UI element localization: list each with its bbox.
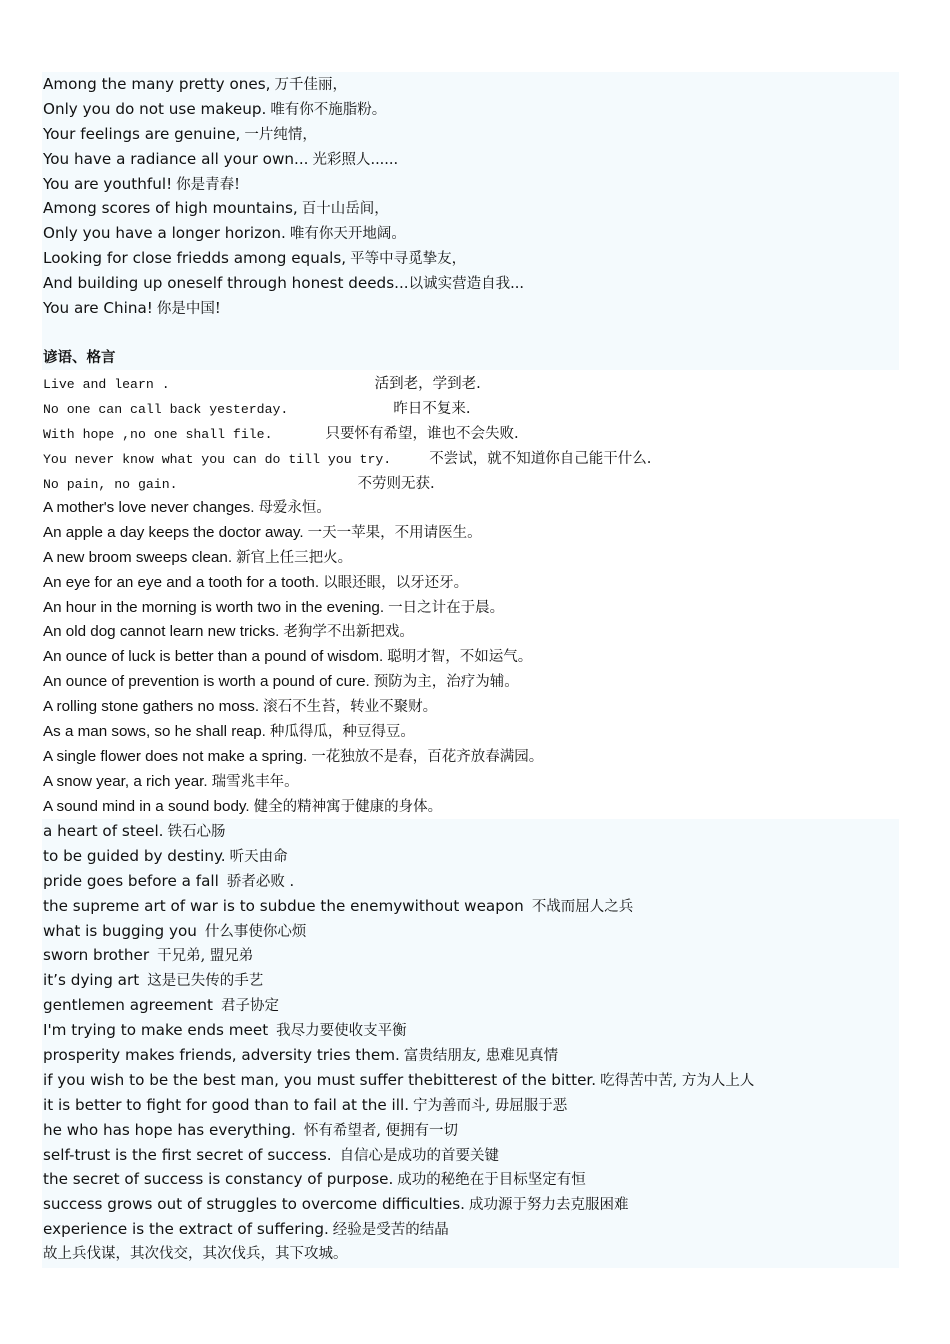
phrase-english: sworn brother bbox=[43, 946, 150, 965]
proverb-english: A sound mind in a sound body. bbox=[43, 797, 250, 815]
poem-line bbox=[43, 172, 899, 197]
phrase-chinese: 我尽力要使收支平衡 bbox=[276, 1023, 407, 1040]
proverb-english: A mother's love never changes. bbox=[43, 499, 255, 516]
closing-line: 故上兵伐谋，其次伐交，其次伐兵，其下攻城。 bbox=[43, 1246, 348, 1263]
phrase-english: he who has hope has everything. bbox=[43, 1120, 296, 1139]
phrase-english: experience is the extract of suffering. bbox=[43, 1220, 329, 1239]
poem-line bbox=[43, 122, 899, 147]
poem-line bbox=[43, 296, 899, 321]
phrase-chinese: 听天由命 bbox=[229, 848, 288, 865]
proverb-english: A single flower does not make a spring. bbox=[43, 747, 308, 765]
poem-chinese: 万千佳丽， bbox=[274, 77, 347, 93]
poem-line bbox=[43, 72, 899, 97]
poem-english: You are China! bbox=[43, 299, 153, 318]
phrase-line bbox=[43, 1043, 899, 1068]
proverb-chinese: 活到老，学到老. bbox=[374, 376, 481, 392]
proverb-chinese: 预防为主，治疗为辅。 bbox=[373, 674, 519, 691]
phrase-english: the supreme art of war is to subdue the enemywithout weapon bbox=[43, 896, 524, 915]
phrase-chinese: 干兄弟, 盟兄弟 bbox=[157, 948, 254, 965]
proverb-line bbox=[43, 472, 899, 497]
mono-proverbs-section bbox=[42, 372, 899, 496]
proverb-english: With hope ,no one shall file. bbox=[43, 426, 273, 442]
phrase-chinese: 铁石心肠 bbox=[167, 824, 226, 840]
phrase-english: it is better to fight for good than to fail at the ill. bbox=[43, 1095, 410, 1114]
phrase-english: pride goes before a fall bbox=[43, 871, 219, 890]
proverb-english: An old dog cannot learn new tricks. bbox=[43, 623, 280, 641]
phrase-chinese: 经验是受苦的结晶 bbox=[332, 1222, 449, 1239]
proverb-chinese: 一天一苹果，不用请医生。 bbox=[307, 524, 482, 541]
poem-chinese: 光彩照人...... bbox=[312, 151, 399, 168]
poem-chinese: 平等中寻觅挚友， bbox=[350, 251, 467, 268]
poem-english: Your feelings are genuine, bbox=[43, 124, 241, 143]
proverb-line bbox=[43, 397, 899, 422]
poem-english: Among scores of high mountains, bbox=[43, 199, 298, 218]
proverb-line bbox=[43, 720, 899, 745]
proverb-chinese: 母爱永恒。 bbox=[258, 500, 331, 516]
proverb-line bbox=[43, 422, 899, 447]
poem-line bbox=[43, 246, 899, 271]
phrase-line bbox=[43, 1068, 899, 1093]
phrase-chinese: 成功源于努力去克服困难 bbox=[468, 1197, 629, 1214]
proverb-line bbox=[43, 770, 899, 795]
poem-line bbox=[43, 221, 899, 246]
proverb-english: No pain, no gain. bbox=[43, 476, 178, 492]
poem-chinese: 你是青春! bbox=[176, 176, 240, 193]
poem-chinese: 唯有你不施脂粉。 bbox=[270, 101, 387, 118]
proverb-english: As a man sows, so he shall reap. bbox=[43, 723, 266, 741]
phrase-line bbox=[43, 1118, 899, 1143]
proverb-line bbox=[43, 546, 899, 571]
proverb-line bbox=[43, 521, 899, 546]
phrase-chinese: 成功的秘绝在于目标坚定有恒 bbox=[397, 1172, 586, 1189]
proverb-english: An ounce of luck is better than a pound of wisdom. bbox=[43, 648, 384, 666]
proverb-line bbox=[43, 745, 899, 770]
poem-english: And building up oneself through honest deeds... bbox=[43, 274, 409, 293]
phrase-english: I'm trying to make ends meet bbox=[43, 1021, 269, 1040]
phrase-line bbox=[43, 1018, 899, 1043]
phrase-english: what is bugging you bbox=[43, 921, 197, 940]
phrase-line bbox=[43, 943, 899, 968]
phrase-chinese: 这是已失传的手艺 bbox=[147, 973, 264, 990]
proverb-line bbox=[43, 645, 899, 670]
poem-section bbox=[42, 72, 899, 370]
poem-line bbox=[43, 271, 899, 296]
phrase-line bbox=[43, 993, 899, 1018]
proverb-line bbox=[43, 670, 899, 695]
phrase-line bbox=[43, 844, 899, 869]
phrase-line bbox=[43, 1167, 899, 1192]
phrase-chinese: 骄者必败 . bbox=[226, 873, 295, 890]
proverb-chinese: 不尝试，就不知道你自己能干什么. bbox=[429, 450, 652, 467]
phrase-chinese: 怀有希望者, 便拥有一切 bbox=[303, 1122, 459, 1139]
poem-line bbox=[43, 97, 899, 122]
proverb-chinese: 只要怀有希望，谁也不会失败. bbox=[325, 425, 519, 442]
proverb-line bbox=[43, 695, 899, 720]
proverb-english: You never know what you can do till you try. bbox=[43, 451, 392, 467]
phrase-english: self-trust is the first secret of success. bbox=[43, 1145, 332, 1164]
phrase-line bbox=[43, 894, 899, 919]
proverb-english: An ounce of prevention is worth a pound of cure. bbox=[43, 673, 370, 691]
proverb-chinese: 一花独放不是春，百花齐放春满园。 bbox=[311, 748, 544, 765]
proverb-chinese: 滚石不生苔，转业不聚财。 bbox=[263, 699, 438, 716]
proverb-line bbox=[43, 447, 899, 472]
proverb-english: Live and learn . bbox=[43, 377, 170, 392]
proverb-chinese: 昨日不复来. bbox=[393, 400, 471, 417]
phrase-english: the secret of success is constancy of purpose. bbox=[43, 1170, 394, 1189]
poem-english: You are youthful! bbox=[43, 174, 173, 193]
phrases-section bbox=[42, 819, 899, 1268]
proverb-chinese: 健全的精神寓于健康的身体。 bbox=[253, 798, 443, 815]
section-heading: 谚语、格言 bbox=[43, 349, 116, 366]
phrase-chinese: 不战而屈人之兵 bbox=[531, 898, 634, 915]
proverb-chinese: 以眼还眼，以牙还牙。 bbox=[323, 574, 469, 591]
proverb-chinese: 老狗学不出新把戏。 bbox=[283, 624, 414, 641]
proverb-english: An apple a day keeps the doctor away. bbox=[43, 523, 304, 541]
phrase-line bbox=[43, 919, 899, 944]
proverb-chinese: 新官上任三把火。 bbox=[236, 549, 353, 566]
poem-english: Among the many pretty ones, bbox=[43, 75, 271, 93]
phrase-line bbox=[43, 1217, 899, 1242]
proverb-line bbox=[43, 596, 899, 621]
blank-line bbox=[43, 321, 899, 346]
poem-line bbox=[43, 196, 899, 221]
proverbs-section bbox=[42, 496, 899, 820]
proverb-english: No one can call back yesterday. bbox=[43, 401, 289, 417]
phrase-chinese: 富贵结朋友, 患难见真情 bbox=[403, 1048, 559, 1065]
proverb-chinese: 聪明才智，不如运气。 bbox=[387, 649, 533, 666]
poem-chinese: 百十山岳间， bbox=[301, 201, 389, 218]
poem-english: Only you have a longer horizon. bbox=[43, 224, 286, 243]
poem-chinese: 一片纯情， bbox=[244, 126, 317, 143]
proverb-english: An eye for an eye and a tooth for a tooth. bbox=[43, 573, 320, 591]
phrase-english: a heart of steel. bbox=[43, 822, 164, 840]
phrase-line bbox=[43, 869, 899, 894]
poem-chinese: 唯有你天开地阔。 bbox=[289, 226, 406, 243]
proverb-chinese: 不劳则无获. bbox=[357, 475, 435, 492]
proverb-line bbox=[43, 620, 899, 645]
poem-english: Only you do not use makeup. bbox=[43, 99, 267, 118]
phrase-chinese: 吃得苦中苦, 方为人上人 bbox=[600, 1072, 755, 1089]
proverb-english: A new broom sweeps clean. bbox=[43, 548, 233, 566]
proverb-line bbox=[43, 496, 899, 521]
phrase-chinese: 什么事使你心烦 bbox=[204, 923, 307, 940]
phrase-chinese: 君子协定 bbox=[220, 998, 279, 1015]
poem-english: Looking for close friedds among equals, bbox=[43, 249, 347, 268]
poem-english: You have a radiance all your own... bbox=[43, 149, 309, 168]
phrase-english: gentlemen agreement bbox=[43, 996, 213, 1015]
phrase-line bbox=[43, 1143, 899, 1168]
proverb-line bbox=[43, 372, 899, 397]
poem-chinese: 以诚实营造自我... bbox=[408, 276, 524, 293]
phrase-line bbox=[43, 1192, 899, 1217]
phrase-line bbox=[43, 968, 899, 993]
phrase-english: to be guided by destiny. bbox=[43, 846, 226, 865]
phrase-english: if you wish to be the best man, you must suffer thebitterest of the bitter. bbox=[43, 1070, 597, 1089]
proverb-chinese: 瑞雪兆丰年。 bbox=[211, 773, 299, 790]
proverb-line bbox=[43, 795, 899, 820]
proverb-english: A rolling stone gathers no moss. bbox=[43, 698, 260, 716]
poem-chinese: 你是中国! bbox=[156, 301, 221, 318]
proverb-chinese: 种瓜得瓜，种豆得豆。 bbox=[269, 724, 415, 741]
phrase-english: prosperity makes friends, adversity tries them. bbox=[43, 1046, 400, 1065]
poem-line bbox=[43, 147, 899, 172]
proverb-english: A snow year, a rich year. bbox=[43, 772, 208, 790]
phrase-chinese: 自信心是成功的首要关键 bbox=[339, 1147, 500, 1164]
phrase-chinese: 宁为善而斗, 毋屈服于恶 bbox=[413, 1097, 568, 1114]
proverb-chinese: 一日之计在于晨。 bbox=[388, 599, 505, 616]
phrase-line bbox=[43, 819, 899, 844]
phrase-line bbox=[43, 1093, 899, 1118]
phrase-english: it’s dying art bbox=[43, 971, 140, 990]
phrase-english: success grows out of struggles to overcome difficulties. bbox=[43, 1195, 465, 1214]
proverb-english: An hour in the morning is worth two in the evening. bbox=[43, 598, 385, 616]
proverb-line bbox=[43, 571, 899, 596]
